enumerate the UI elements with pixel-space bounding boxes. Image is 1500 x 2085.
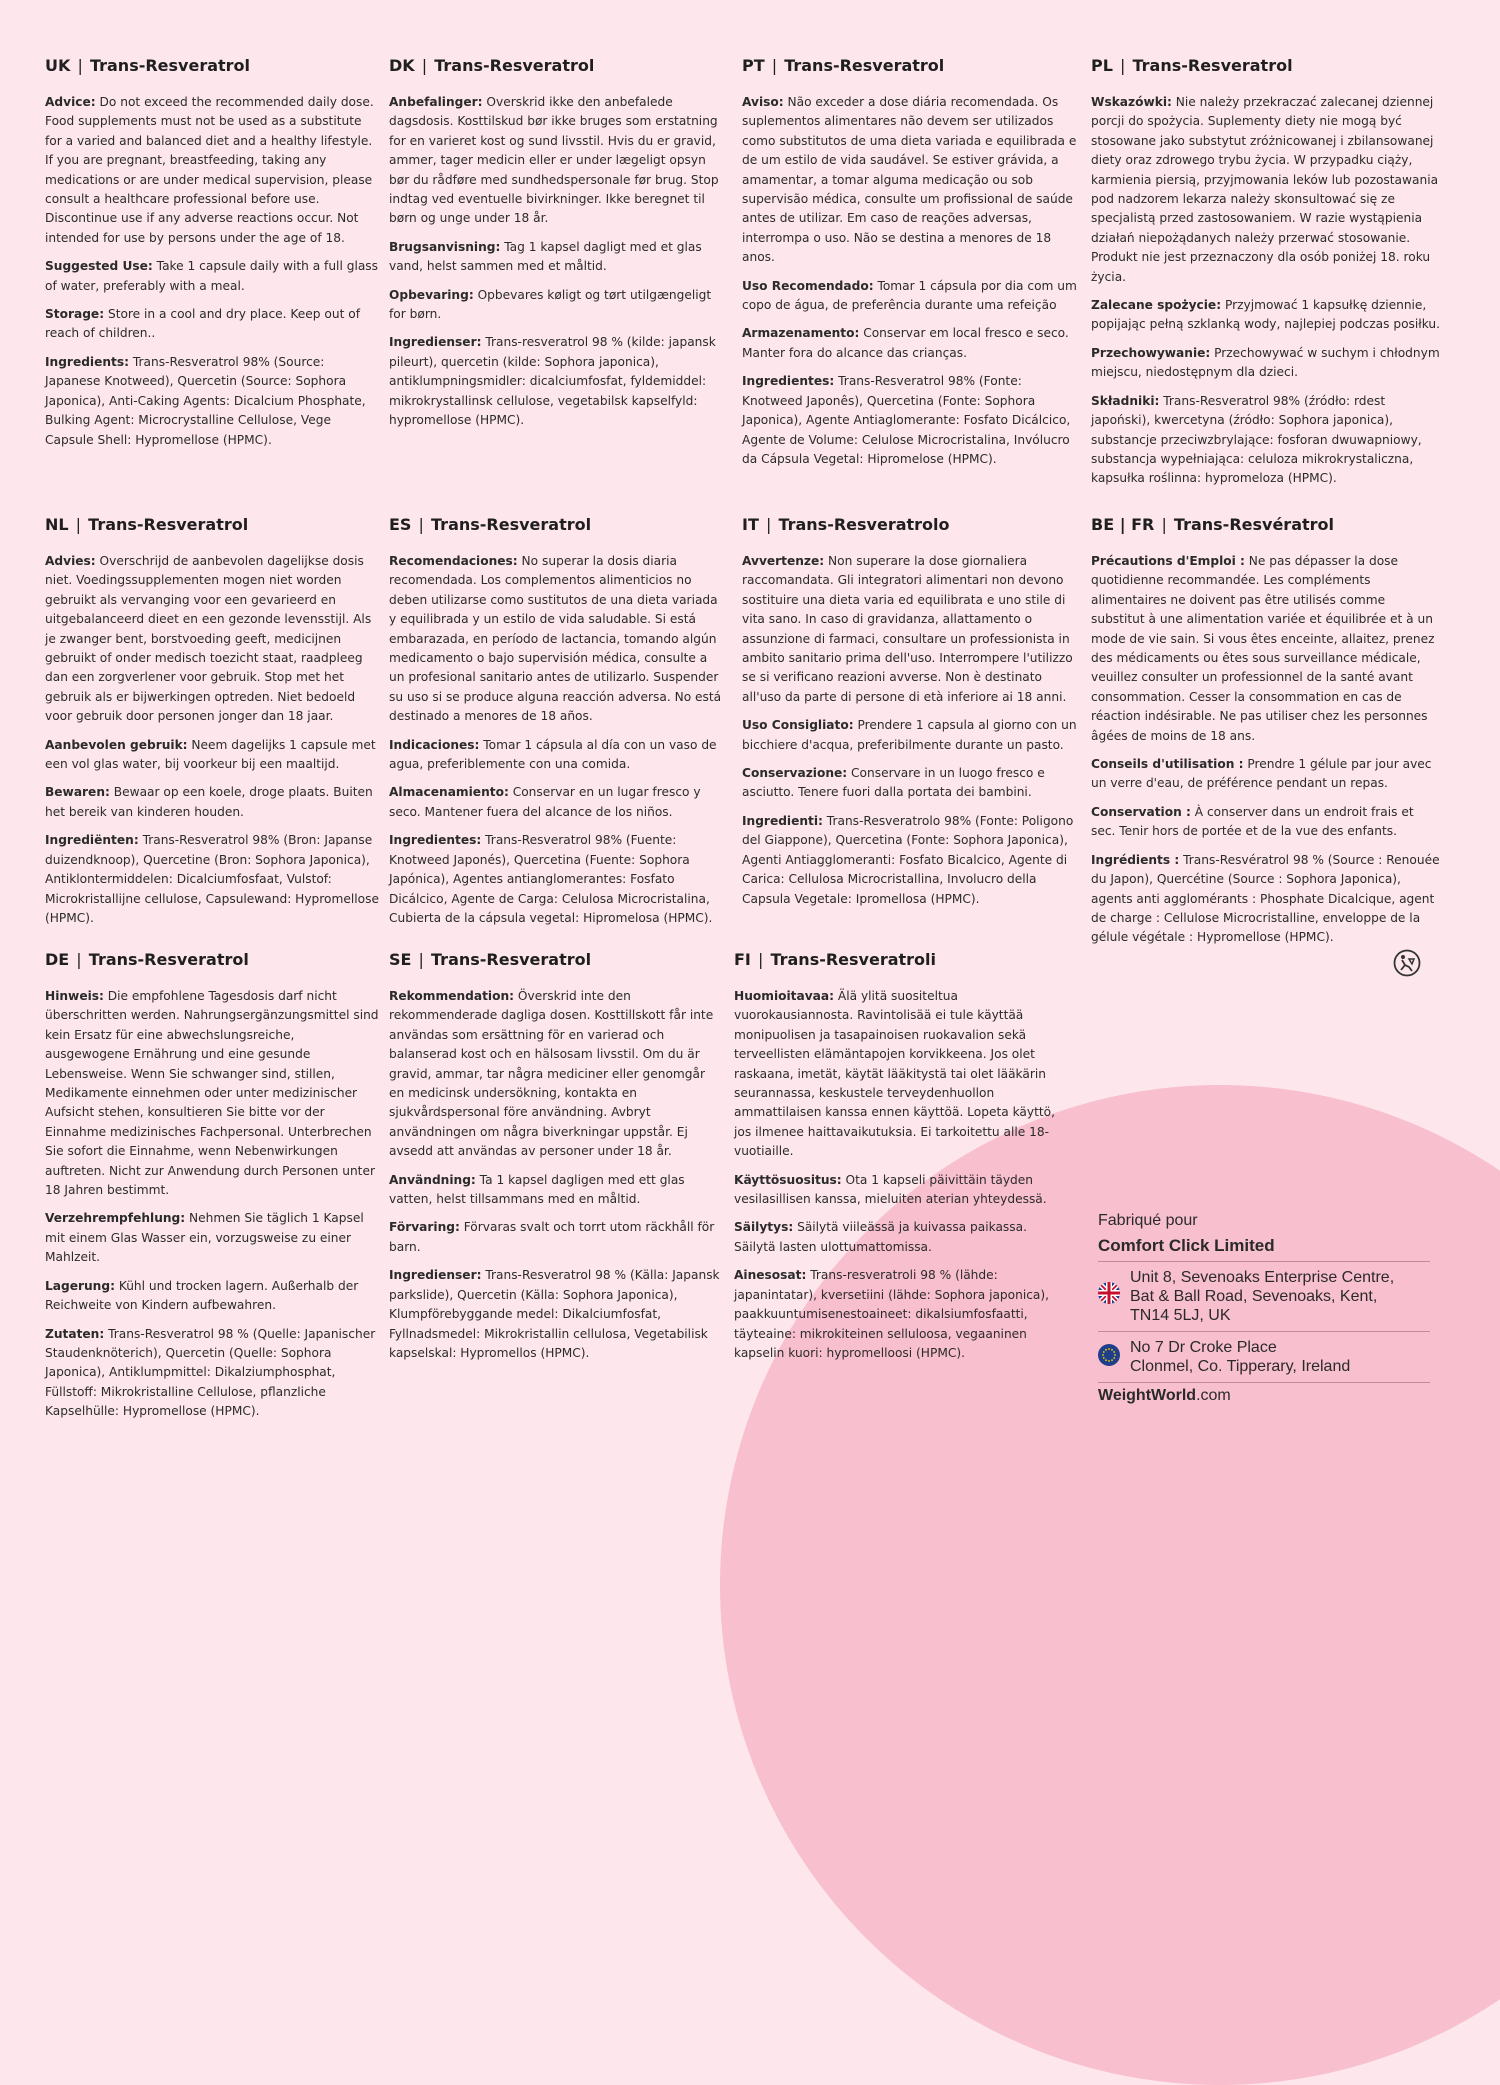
paragraph-text: Tag 1 kapsel dagligt med et glas vand, helst sammen med et måltid. [389, 239, 702, 274]
paragraph-text: Trans-resveratrol 98 % (kilde: japansk pileurt), quercetin (kilde: Sophora japonica), antiklumpningsmidler: dicalciumfosfat, fyldemiddel: mikrokrystallinsk cellulose, vegetabilsk kapselfyld: hypromellose (HPMC). [389, 335, 716, 428]
label-paragraph [1091, 296, 1441, 335]
label-paragraph [734, 1266, 1069, 1363]
label-paragraph [742, 324, 1077, 363]
paragraph-label: Brugsanvisning: [389, 239, 501, 254]
label-paragraph [1091, 803, 1441, 842]
heading-separator: | [752, 950, 769, 969]
label-paragraph [389, 783, 724, 822]
paragraph-text: Överskrid inte den rekommenderade dagliga dosen. Kosttillskott får inte användas som ersättning för en varierad och balanserad kost och en hälsosam livsstil. Om du är gravid, ammar, tar några mediciner eller genomgår en medicinsk undersökning, kontakta en sjukvårdspersonal före användning. Avbryt användningen om några biverkningar uppstår. Ej avsedd att användas av personer under 18 år. [389, 989, 714, 1159]
paragraph-label: Advies: [45, 554, 96, 568]
section-heading [389, 950, 724, 969]
section-pl [1091, 56, 1441, 498]
label-paragraph [1091, 755, 1441, 794]
website-suffix: .com [1196, 1387, 1231, 1404]
heading-separator: | [413, 950, 430, 969]
label-paragraph [45, 1325, 380, 1422]
label-paragraph [45, 831, 380, 928]
paragraph-text: Trans-Resveratrol 98 % (Källa: Japansk parkslide), Quercetin (Källa: Sophora Japonica), Klumpförebyggande medel: Dikalciumfosfat, Fyllnadsmedel: Mikrokristallin cellulosa, Vegetabilisk kapselskal: Hypromellos (HPMC). [389, 1268, 720, 1360]
paragraph-label: Storage: [45, 307, 105, 322]
paragraph-text: Przechowywać w suchym i chłodnym miejscu, niedostępnym dla dzieci. [1091, 345, 1440, 380]
section-nl [45, 515, 380, 937]
paragraph-label: Ainesosat: [734, 1268, 807, 1283]
label-paragraph [389, 1266, 724, 1363]
label-paragraph [389, 286, 724, 325]
product-title: Trans-Resveratrol [89, 56, 251, 75]
label-paragraph [742, 812, 1077, 909]
paragraph-text: Trans-Resvératrol 98 % (Source : Renouée du Japon), Quercétine (Source : Sophora Japonica), agents anti agglomérants : Phosphate Dicalcique, agent de charge : Cellulose Microcristalline, enveloppe de la gélule végétale : Hypromellose (HPMC). [1091, 852, 1440, 945]
eu-address-line: No 7 Dr Croke Place [1130, 1339, 1277, 1356]
paragraph-text: Ne pas dépasser la dose quotidienne recommandée. Les compléments alimentaires ne doivent pas être utilisés comme substitut à une alimentation variée et équilibrée et à un mode de vie sain. Si vous êtes enceinte, allaitez, prenez des médicaments ou êtes sous surveillance médicale, veuillez consulter un professionnel de la santé avant consommation. Cesser la consommation en cas de réaction indésirable. Ne pas utiliser chez les personnes âgées de moins de 18 ans. [1091, 554, 1435, 743]
product-title: Trans-Resveratrol [431, 950, 592, 969]
paragraph-text: Overschrijd de aanbevolen dagelijkse dosis niet. Voedingssupplementen mogen niet worden gebruikt als vervanging voor een gevarieerd en uitgebalanceerd dieet en een gezonde levensstijl. Als je zwanger bent, borstvoeding geeft, medicijnen gebruikt of onder medisch toezicht staat, raadpleeg dan een zorgverlener voor gebruik. Stop met het gebruik als er bijwerkingen optreden. Niet bedoeld voor gebruik door personen jonger dan 18 jaar. [45, 554, 372, 724]
paragraph-label: Składniki: [1091, 393, 1160, 408]
heading-separator: | [70, 515, 87, 534]
heading-separator: | [71, 950, 87, 969]
website-brand: WeightWorld [1098, 1387, 1197, 1404]
label-paragraph [389, 987, 724, 1162]
paragraph-label: Förvaring: [389, 1220, 460, 1235]
paragraph-text: Säilytä viileässä ja kuivassa paikassa. Säilytä lasten ulottumattomissa. [734, 1220, 1027, 1254]
recycling-icon [1393, 949, 1421, 977]
paragraph-label: Indicaciones: [389, 737, 480, 752]
heading-separator: | [416, 56, 433, 75]
paragraph-label: Zalecane spożycie: [1091, 298, 1222, 313]
paragraph-label: Ingredienti: [742, 813, 823, 828]
product-title: Trans-Resveratrol [88, 515, 249, 534]
paragraph-label: Przechowywanie: [1091, 345, 1211, 360]
paragraph-text: Tomar 1 cápsula por dia com um copo de água, de preferência durante uma refeição [742, 278, 1077, 313]
label-paragraph [45, 257, 380, 296]
country-code: PL [1091, 56, 1113, 75]
paragraph-label: Ingrediënten: [45, 833, 139, 848]
product-title: Trans-Resveratrolo [778, 515, 950, 534]
paragraph-text: Przyjmować 1 kapsułkę dziennie, popijając pełną szklanką wody, najlepiej podczas posiłku. [1091, 298, 1441, 332]
section-dk [389, 56, 724, 440]
paragraph-text: Do not exceed the recommended daily dose. Food supplements must not be used as a substitute for a varied and balanced diet and a healthy lifestyle. If you are pregnant, breastfeeding, taking any medications or are under medical supervision, please consult a healthcare professional before use. Discontinue use if any adverse reactions occur. Not intended for use by persons under the age of 18. [45, 95, 374, 245]
uk-address-line: Unit 8, Sevenoaks Enterprise Centre, [1130, 1269, 1395, 1286]
paragraph-text: Ta 1 kapsel dagligen med ett glas vatten, helst tillsammans med en måltid. [389, 1172, 685, 1207]
company-name: Comfort Click Limited [1098, 1236, 1430, 1262]
paragraph-label: Précautions d'Emploi : [1091, 554, 1245, 568]
paragraph-text: Trans-Resveratrol 98% (Fonte: Knotweed Japonês), Quercetina (Fonte: Sophora Japonica), Agente Antiaglomerante: Fosfato Dicálcico, Agente de Volume: Celulose Microcristalina, Invólucro da Cápsula Vegetal: Hipromelose (HPMC). [742, 374, 1071, 466]
paragraph-label: Recomendaciones: [389, 554, 518, 568]
label-paragraph [45, 1277, 380, 1316]
paragraph-label: Opbevaring: [389, 287, 474, 302]
paragraph-label: Avvertenze: [742, 554, 825, 568]
product-title: Trans-Resveratrol [431, 515, 592, 534]
paragraph-text: Die empfohlene Tagesdosis darf nicht überschritten werden. Nahrungsergänzungsmittel sind kein Ersatz für eine abwechslungsreiche, ausgewogene Ernährung und eine gesunde Lebensweise. Wenn Sie schwanger sind, stillen, Medikamente einnehmen oder unter medizinischer Aufsicht stehen, konsultieren Sie bitte vor der Einnahme medizinisches Fachpersonal. Unterbrechen Sie sofort die Einnahme, wenn Nebenwirkungen auftreten. Nicht zur Anwendung durch Personen unter 18 Jahren bestimmt. [45, 989, 379, 1198]
section-heading [389, 56, 724, 75]
section-heading [734, 950, 1069, 969]
country-code: ES [389, 515, 412, 534]
heading-separator: | [1114, 56, 1131, 75]
section-it [742, 515, 1077, 918]
paragraph-text: Conservare in un luogo fresco e asciutto. Tenere fuori dalla portata dei bambini. [742, 766, 1045, 800]
paragraph-label: Hinweis: [45, 989, 104, 1003]
paragraph-text: Nehmen Sie täglich 1 Kapsel mit einem Glas Wasser ein, vorzugsweise zu einer Mahlzeit. [45, 1211, 364, 1265]
uk-address [1098, 1262, 1430, 1332]
country-code: SE [389, 950, 412, 969]
country-code: IT [742, 515, 759, 534]
label-paragraph [734, 1218, 1069, 1257]
paragraph-text: Opbevares køligt og tørt utilgængeligt for børn. [389, 287, 712, 322]
label-paragraph [389, 552, 724, 727]
label-paragraph [45, 305, 380, 344]
paragraph-text: Förvaras svalt och torrt utom räckhåll för barn. [389, 1220, 715, 1254]
section-heading [45, 56, 380, 75]
label-paragraph [389, 93, 724, 229]
paragraph-label: Wskazówki: [1091, 95, 1172, 109]
paragraph-text: Trans-Resveratrolo 98% (Fonte: Poligono del Giappone), Quercetina (Fonte: Sophora Japonica), Agenti Antiagglomeranti: Fosfato Bicalcico, Agente di Carica: Cellulosa Microcristallina, Involucro della Capsula Vegetale: Ipromellosa (HPMC). [742, 813, 1074, 906]
label-paragraph [45, 987, 380, 1200]
paragraph-label: Aviso: [742, 95, 784, 109]
paragraph-label: Käyttösuositus: [734, 1172, 842, 1187]
label-paragraph [389, 736, 724, 775]
paragraph-text: Kühl und trocken lagern. Außerhalb der Reichweite von Kindern aufbewahren. [45, 1278, 359, 1313]
label-paragraph [389, 333, 724, 430]
label-paragraph [742, 277, 1077, 316]
paragraph-text: Non superare la dose giornaliera raccomandata. Gli integratori alimentari non devono sostituire una dieta varia ed equilibrata e uno stile di vita sano. In caso di gravidanza, allattamento o assunzione di farmaci, consultare un professionista in ambito sanitario prima dell'uso. Interrompere l'utilizzo se si verificano reazioni avverse. Non è destinato all'uso da parte di persone di età inferiore ai 18 anni. [742, 554, 1073, 704]
country-code: BE | FR [1091, 515, 1155, 534]
label-paragraph [742, 764, 1077, 803]
eu-address [1098, 1332, 1430, 1383]
product-title: Trans-Resvératrol [1173, 515, 1334, 534]
country-code: DE [45, 950, 70, 969]
label-paragraph [45, 736, 380, 775]
label-paragraph [734, 987, 1069, 1162]
paragraph-label: Rekommendation: [389, 989, 515, 1003]
uk-address-line: TN14 5LJ, UK [1130, 1307, 1231, 1324]
paragraph-label: Ingredients: [45, 354, 130, 369]
section-heading [1091, 56, 1441, 75]
country-code: NL [45, 515, 69, 534]
label-paragraph [389, 238, 724, 277]
product-title: Trans-Resveratrol [1132, 56, 1293, 75]
paragraph-label: Zutaten: [45, 1326, 105, 1341]
paragraph-text: Neem dagelijks 1 capsule met een vol glas water, bij voorkeur bij een maaltijd. [45, 737, 376, 772]
paragraph-label: Anbefalinger: [389, 95, 483, 109]
eu-flag-icon [1098, 1344, 1120, 1366]
paragraph-text: Prendere 1 capsula al giorno con un bicchiere d'acqua, preferibilmente durante un pasto. [742, 718, 1077, 752]
label-paragraph [45, 552, 380, 727]
paragraph-text: Trans-Resveratrol 98% (Bron: Japanse duizendknoop), Quercetine (Bron: Sophora Japonica), Antiklontermiddelen: Dicalciumfosfaat, Vulstof: Microkristallijne cellulose, Capsulewand: Hypromellose (HPMC). [45, 833, 379, 925]
section-es [389, 515, 724, 937]
paragraph-text: Trans-resveratroli 98 % (lähde: japanintatar), kversetiini (lähde: Sophora japonica), paakkuuntumisenestoaineet: dikalsiumfosfaatti, täyteaine: mikrokiteinen selluloosa, vegaaninen kapselin kuori: hypromelloosi (HPMC). [734, 1268, 1050, 1360]
paragraph-label: Bewaren: [45, 785, 110, 800]
heading-separator: | [760, 515, 777, 534]
paragraph-label: Användning: [389, 1172, 476, 1187]
paragraph-text: Älä ylitä suositeltua vuorokausiannosta. Ravintolisää ei tule käyttää monipuolisen ja tasapainoisen ruokavalion sekä terveellisten elämäntapojen korvikkeena. Jos olet raskaana, imetät, käytät lääkitystä tai olet lääkärin seurannassa, keskustele terveydenhuollon ammattilaisen kanssa ennen käyttöä. Lopeta käyttö, jos ilmenee haittavaikutuksia. Ei tarkoitettu alle 18-vuotiaille. [734, 989, 1055, 1159]
paragraph-label: Ingredientes: [389, 833, 482, 848]
paragraph-label: Lagerung: [45, 1278, 115, 1293]
section-uk [45, 56, 380, 459]
paragraph-label: Ingrédients : [1091, 852, 1180, 867]
heading-separator: | [1156, 515, 1172, 534]
section-heading [45, 950, 380, 969]
section-heading [45, 515, 380, 534]
section-heading [1091, 515, 1441, 534]
manufacturer-block [1098, 1212, 1430, 1405]
paragraph-label: Suggested Use: [45, 259, 153, 274]
made-for-label: Fabriqué pour [1098, 1212, 1198, 1229]
paragraph-text: Prendre 1 gélule par jour avec un verre d'eau, de préférence pendant un repas. [1091, 757, 1432, 791]
paragraph-label: Uso Consigliato: [742, 718, 854, 733]
label-paragraph [1091, 93, 1441, 287]
paragraph-text: Trans-Resveratrol 98% (Source: Japanese Knotweed), Quercetin (Source: Sophora Japonica), Anti-Caking Agents: Dicalcium Phosphate, Bulking Agent: Microcrystalline Cellulose, Vege Capsule Shell: Hypromellose (HPMC). [45, 354, 366, 447]
paragraph-text: Ota 1 kapseli päivittäin täyden vesilasillisen kanssa, mieluiten aterian yhteydessä. [734, 1172, 1047, 1207]
country-code: FI [734, 950, 751, 969]
label-paragraph [389, 1171, 724, 1210]
paragraph-text: Conservar em local fresco e seco. Manter fora do alcance das crianças. [742, 326, 1069, 360]
paragraph-text: Nie należy przekraczać zalecanej dziennej porcji do spożycia. Suplementy diety nie mogą być stosowane jako substytut zróżnicowanej i zbilansowanej diety oraz zdrowego trybu życia. W przypadku ciąży, karmienia piersią, przyjmowania leków lub pozostawania pod nadzorem lekarza należy skonsultować się ze specjalistą przed zastosowaniem. W razie wystąpienia działań niepożądanych należy przerwać stosowanie. Produkt nie jest przeznaczony dla osób poniżej 18. roku życia. [1091, 95, 1439, 284]
paragraph-label: Verzehrempfehlung: [45, 1211, 186, 1226]
section-fi [734, 950, 1069, 1372]
heading-separator: | [413, 515, 430, 534]
label-paragraph [45, 93, 380, 248]
label-paragraph [45, 353, 380, 450]
paragraph-text: Tomar 1 cápsula al día con un vaso de agua, preferiblemente con una comida. [389, 737, 717, 772]
paragraph-text: À conserver dans un endroit frais et sec. Tenir hors de portée et de la vue des enfants. [1091, 804, 1414, 839]
label-paragraph [742, 372, 1077, 469]
label-paragraph [742, 93, 1077, 268]
section-se [389, 950, 724, 1372]
label-paragraph [1091, 392, 1441, 489]
label-paragraph [45, 1209, 380, 1267]
paragraph-label: Ingredientes: [742, 374, 835, 389]
section-be [1091, 515, 1441, 957]
paragraph-label: Almacenamiento: [389, 785, 509, 800]
label-paragraph [1091, 851, 1441, 948]
paragraph-text: Não exceder a dose diária recomendada. Os suplementos alimentares não devem ser utilizados como substitutos de uma dieta variada e equilibrada e de um estilo de vida saudável. Se estiver grávida, a amamentar, a tomar alguma medicação ou sob supervisão médica, consulte um profissional de saúde antes de utilizar. Em caso de reações adversas, interrompa o uso. Não se destina a menores de 18 anos. [742, 95, 1077, 265]
product-title: Trans-Resveratroli [770, 950, 937, 969]
paragraph-label: Uso Recomendado: [742, 278, 874, 293]
heading-separator: | [72, 56, 88, 75]
label-paragraph [45, 783, 380, 822]
paragraph-text: Take 1 capsule daily with a full glass of water, preferably with a meal. [45, 259, 378, 293]
paragraph-text: Conservar en un lugar fresco y seco. Mantener fuera del alcance de los niños. [389, 785, 701, 819]
section-pt [742, 56, 1077, 478]
section-heading [389, 515, 724, 534]
paragraph-label: Ingredienser: [389, 1268, 482, 1283]
paragraph-text: No superar la dosis diaria recomendada. Los complementos alimenticios no deben utilizarse como sustitutos de una dieta variada y equilibrada y un estilo de vida saludable. Si está embarazada, en período de lactancia, tomando algún medicamento o bajo supervisión médica, consulte a un profesional sanitario antes de utilizarlo. Suspender su uso si se produce alguna reacción adversa. No está destinado a menores de 18 años. [389, 554, 722, 724]
paragraph-text: Trans-Resveratrol 98% (źródło: rdest japoński), kwercetyna (źródło: Sophora japonica), substancje przeciwzbrylające: fosforan dwuwapniowy, substancja wypełniająca: celuloza mikrokrystaliczna, kapsułka roślinna: hypromeloza (HPMC). [1091, 393, 1422, 486]
section-heading [742, 515, 1077, 534]
paragraph-label: Aanbevolen gebruik: [45, 737, 188, 752]
label-paragraph [742, 552, 1077, 707]
paragraph-text: Trans-Resveratrol 98 % (Quelle: Japanischer Staudenknöterich), Quercetin (Quelle: Sophora Japonica), Antiklumpmittel: Dikalziumphosphat, Füllstoff: Mikrokristalline Cellulose, pflanzliche Kapselhülle: Hypromellose (HPMC). [45, 1326, 376, 1419]
label-paragraph [742, 716, 1077, 755]
paragraph-label: Säilytys: [734, 1220, 794, 1235]
paragraph-label: Conservation : [1091, 804, 1191, 819]
uk-flag-icon [1098, 1282, 1120, 1304]
country-code: UK [45, 56, 71, 75]
paragraph-text: Store in a cool and dry place. Keep out of reach of children.. [45, 307, 360, 341]
section-de [45, 950, 380, 1431]
paragraph-text: Bewaar op een koele, droge plaats. Buiten het bereik van kinderen houden. [45, 785, 373, 819]
label-paragraph [1091, 552, 1441, 746]
label-paragraph [389, 1218, 724, 1257]
paragraph-label: Conseils d'utilisation : [1091, 757, 1244, 772]
paragraph-text: Overskrid ikke den anbefalede dagsdosis. Kosttilskud bør ikke bruges som erstatning for en varieret kost og sund livsstil. Hvis du er gravid, ammer, tager medicin eller er under lægeligt opsyn bør du rådføre med sundhedspersonale før brug. Stop indtag ved eventuelle bivirkninger. Ikke beregnet til børn og unge under 18 år. [389, 95, 719, 226]
paragraph-label: Armazenamento: [742, 326, 860, 341]
product-title: Trans-Resveratrol [88, 950, 249, 969]
label-paragraph [389, 831, 724, 928]
heading-separator: | [766, 56, 783, 75]
paragraph-label: Ingredienser: [389, 335, 482, 350]
label-paragraph [734, 1171, 1069, 1210]
country-code: DK [389, 56, 415, 75]
paragraph-text: Trans-Resveratrol 98% (Fuente: Knotweed Japonés), Quercetina (Fuente: Sophora Japónica), Agentes antianglomerantes: Fosfato Dicálcico, Agente de Carga: Celulosa Microcristalina, Cubierta de la cápsula vegetal: Hipromelosa (HPMC). [389, 833, 713, 925]
label-paragraph [1091, 344, 1441, 383]
country-code: PT [742, 56, 765, 75]
eu-address-line: Clonmel, Co. Tipperary, Ireland [1130, 1358, 1351, 1375]
paragraph-label: Huomioitavaa: [734, 989, 834, 1003]
uk-address-line: Bat & Ball Road, Sevenoaks, Kent, [1130, 1288, 1378, 1305]
section-heading [742, 56, 1077, 75]
website[interactable] [1098, 1387, 1430, 1405]
paragraph-label: Advice: [45, 95, 96, 109]
product-title: Trans-Resveratrol [784, 56, 945, 75]
product-title: Trans-Resveratrol [434, 56, 595, 75]
paragraph-label: Conservazione: [742, 766, 848, 781]
